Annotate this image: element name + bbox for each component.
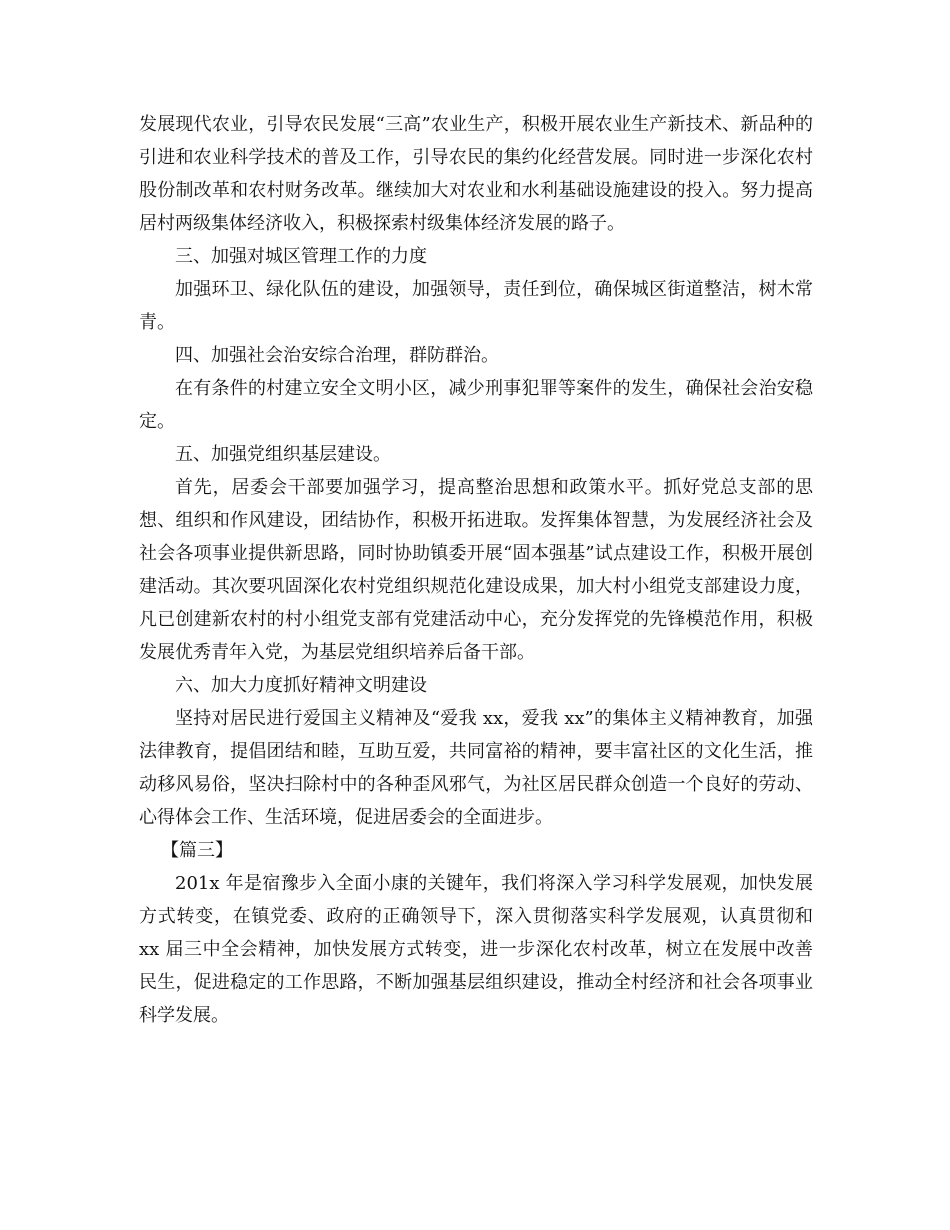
heading-public-security: 四、加强社会治安综合治理，群防群治。 bbox=[175, 345, 499, 366]
paragraph-agriculture: 发展现代农业，引导农民发展“三高”农业生产，积极开展农业生产新技术、新品种的引进和农业科学技术的普及工作，引导农民的集约化经营发展。同时进一步深化农村股份制改革和农村财务改革。继续加大对农业和水利基础设施建设的投入。努力提高居村两级集体经济收入，积极探索村级集体经济发展的路子。 bbox=[139, 114, 813, 234]
section-marker-part-three: 【篇三】 bbox=[161, 840, 233, 861]
paragraph-spiritual-civilization: 坚持对居民进行爱国主义精神及“爱我 xx，爱我 xx”的集体主义精神教育，加强法律教育，提倡团结和睦，互助互爱，共同富裕的精神，要丰富社区的文化生活，推动移风易俗，坚决扫除村中的各种歪风邪气，为社区居民群众创造一个良好的劳动、心得体会工作、生活环境，促进居委会的全面进步。 bbox=[139, 708, 813, 828]
paragraph-urban-management: 加强环卫、绿化队伍的建设，加强领导，责任到位，确保城区街道整洁，树木常青。 bbox=[139, 279, 813, 333]
heading-urban-management: 三、加强对城区管理工作的力度 bbox=[175, 246, 427, 267]
heading-party-organization: 五、加强党组织基层建设。 bbox=[175, 444, 391, 465]
paragraph-party-organization: 首先，居委会干部要加强学习，提高整治思想和政策水平。抓好党总支部的思想、组织和作风建设，团结协作，积极开拓进取。发挥集体智慧，为发展经济社会及社会各项事业提供新思路，同时协助镇委开展“固本强基”试点建设工作，积极开展创建活动。其次要巩固深化农村党组织规范化建设成果，加大村小组党支部建设力度，凡已创建新农村的村小组党支部有党建活动中心，充分发挥党的先锋模范作用，积极发展优秀青年入党，为基层党组织培养后备干部。 bbox=[139, 477, 813, 663]
paragraph-part-three-intro: 201x 年是宿豫步入全面小康的关键年，我们将深入学习科学发展观，加快发展方式转变，在镇党委、政府的正确领导下，深入贯彻落实科学发展观，认真贯彻和 xx 届三中全会精神，加快发展方式转变，进一步深化农村改革，树立在发展中改善民生，促进稳定的工作思路，不断加强基层组织建设，推动全村经济和社会各项事业科学发展。 bbox=[139, 873, 813, 1026]
document-page bbox=[139, 108, 813, 1032]
paragraph-public-security: 在有条件的村建立安全文明小区，减少刑事犯罪等案件的发生，确保社会治安稳定。 bbox=[139, 378, 813, 432]
heading-spiritual-civilization: 六、加大力度抓好精神文明建设 bbox=[175, 675, 427, 696]
